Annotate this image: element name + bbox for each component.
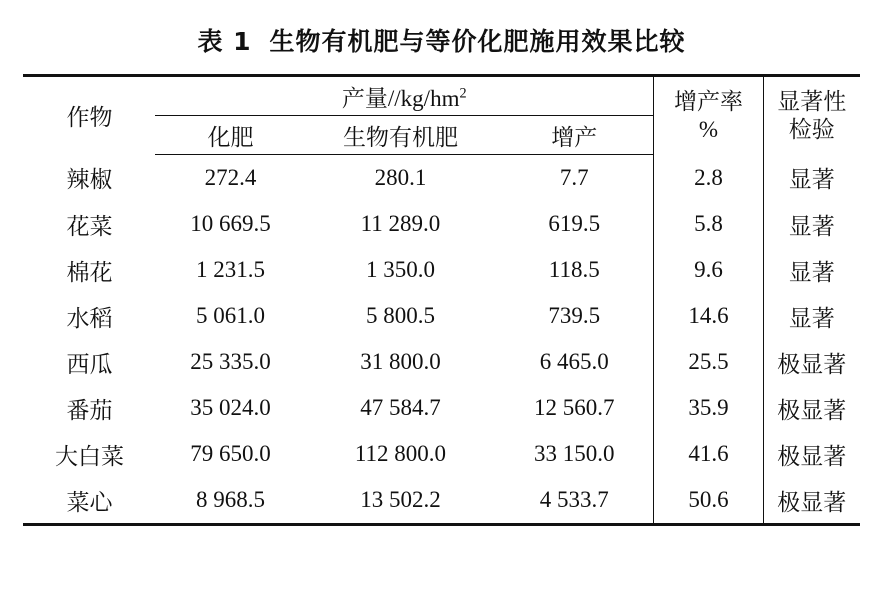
- cell-chemical: 1 231.5: [195, 257, 265, 282]
- cell-chemical: 79 650.0: [190, 441, 271, 466]
- cell-increase: 619.5: [548, 211, 601, 236]
- cell-crop: 西瓜: [66, 351, 113, 378]
- comparison-table: [23, 74, 859, 526]
- cell-significance: 极显著: [777, 443, 847, 470]
- header-significance-line2: 检验: [788, 116, 835, 143]
- cell-bio: 13 502.2: [305, 477, 495, 525]
- cell-chemical: 25 335.0: [190, 349, 271, 374]
- cell-chemical: 10 669.5: [190, 211, 271, 236]
- cell-rate: 41.6: [654, 431, 764, 477]
- cell-crop: 菜心: [23, 477, 155, 525]
- table-row: [23, 477, 859, 525]
- cell-significance: 显著: [788, 167, 835, 194]
- cell-increase: 4 533.7: [495, 477, 653, 525]
- table-row: [23, 293, 859, 339]
- header-yield-group: [155, 76, 653, 116]
- cell-crop: 番茄: [66, 397, 113, 424]
- cell-rate: 14.6: [654, 293, 764, 339]
- cell-rate: 50.6: [654, 477, 764, 525]
- table-row: [23, 201, 859, 247]
- cell-crop: 辣椒: [66, 167, 113, 194]
- cell-increase: 118.5: [548, 257, 600, 282]
- cell-chemical: 8 968.5: [155, 477, 305, 525]
- cell-chemical: 35 024.0: [190, 395, 271, 420]
- header-increase-rate-line2: %: [698, 116, 719, 142]
- header-sub-chemical: 化肥: [155, 116, 305, 155]
- cell-crop: 水稻: [66, 305, 113, 332]
- cell-significance: 极显著: [777, 351, 847, 378]
- cell-bio: 31 800.0: [360, 349, 441, 374]
- cell-significance: 显著: [788, 213, 835, 240]
- cell-significance: 极显著: [764, 477, 860, 525]
- cell-rate: 35.9: [654, 385, 764, 431]
- cell-rate: 9.6: [654, 247, 764, 293]
- header-significance-line1: 显著性: [777, 88, 847, 115]
- cell-bio: 47 584.7: [360, 395, 441, 420]
- cell-significance: 极显著: [777, 397, 847, 424]
- cell-increase: 33 150.0: [534, 441, 615, 466]
- header-increase-rate-line1: 增产率: [674, 88, 744, 115]
- table-header-row-1: [23, 76, 859, 116]
- table-row: [23, 431, 859, 477]
- cell-increase: 739.5: [548, 303, 601, 328]
- cell-crop: 大白菜: [54, 443, 124, 470]
- table-row: [23, 155, 859, 202]
- cell-rate: 25.5: [654, 339, 764, 385]
- cell-increase: 7.7: [559, 165, 589, 190]
- header-sub-increase: 增产: [495, 116, 653, 155]
- table-row: [23, 247, 859, 293]
- table-row: [23, 385, 859, 431]
- header-crop: 作物: [23, 76, 155, 155]
- cell-rate: 5.8: [654, 201, 764, 247]
- table-caption-title: 生物有机肥与等价化肥施用效果比较: [269, 27, 686, 56]
- cell-bio: 5 800.5: [365, 303, 435, 328]
- cell-increase: 12 560.7: [534, 395, 615, 420]
- cell-rate: 2.8: [654, 155, 764, 202]
- table-caption-label: 表 1: [197, 27, 252, 56]
- table-row: [23, 339, 859, 385]
- header-significance: [764, 76, 860, 155]
- cell-bio: 112 800.0: [354, 441, 447, 466]
- table-body: [23, 155, 859, 525]
- cell-significance: 显著: [788, 305, 835, 332]
- cell-crop: 花菜: [66, 213, 113, 240]
- cell-significance: 显著: [788, 259, 835, 286]
- cell-chemical: 272.4: [204, 165, 257, 190]
- table-caption: [0, 0, 883, 74]
- cell-chemical: 5 061.0: [195, 303, 265, 328]
- cell-bio: 280.1: [374, 165, 427, 190]
- header-increase-rate: [654, 76, 764, 155]
- header-sub-bio: 生物有机肥: [305, 116, 495, 155]
- cell-crop: 棉花: [66, 259, 113, 286]
- cell-increase: 6 465.0: [539, 349, 609, 374]
- cell-bio: 11 289.0: [360, 211, 441, 236]
- header-yield-group-sup: 2: [459, 84, 467, 101]
- cell-bio: 1 350.0: [365, 257, 435, 282]
- header-yield-group-text: 产量//kg/hm: [341, 85, 460, 111]
